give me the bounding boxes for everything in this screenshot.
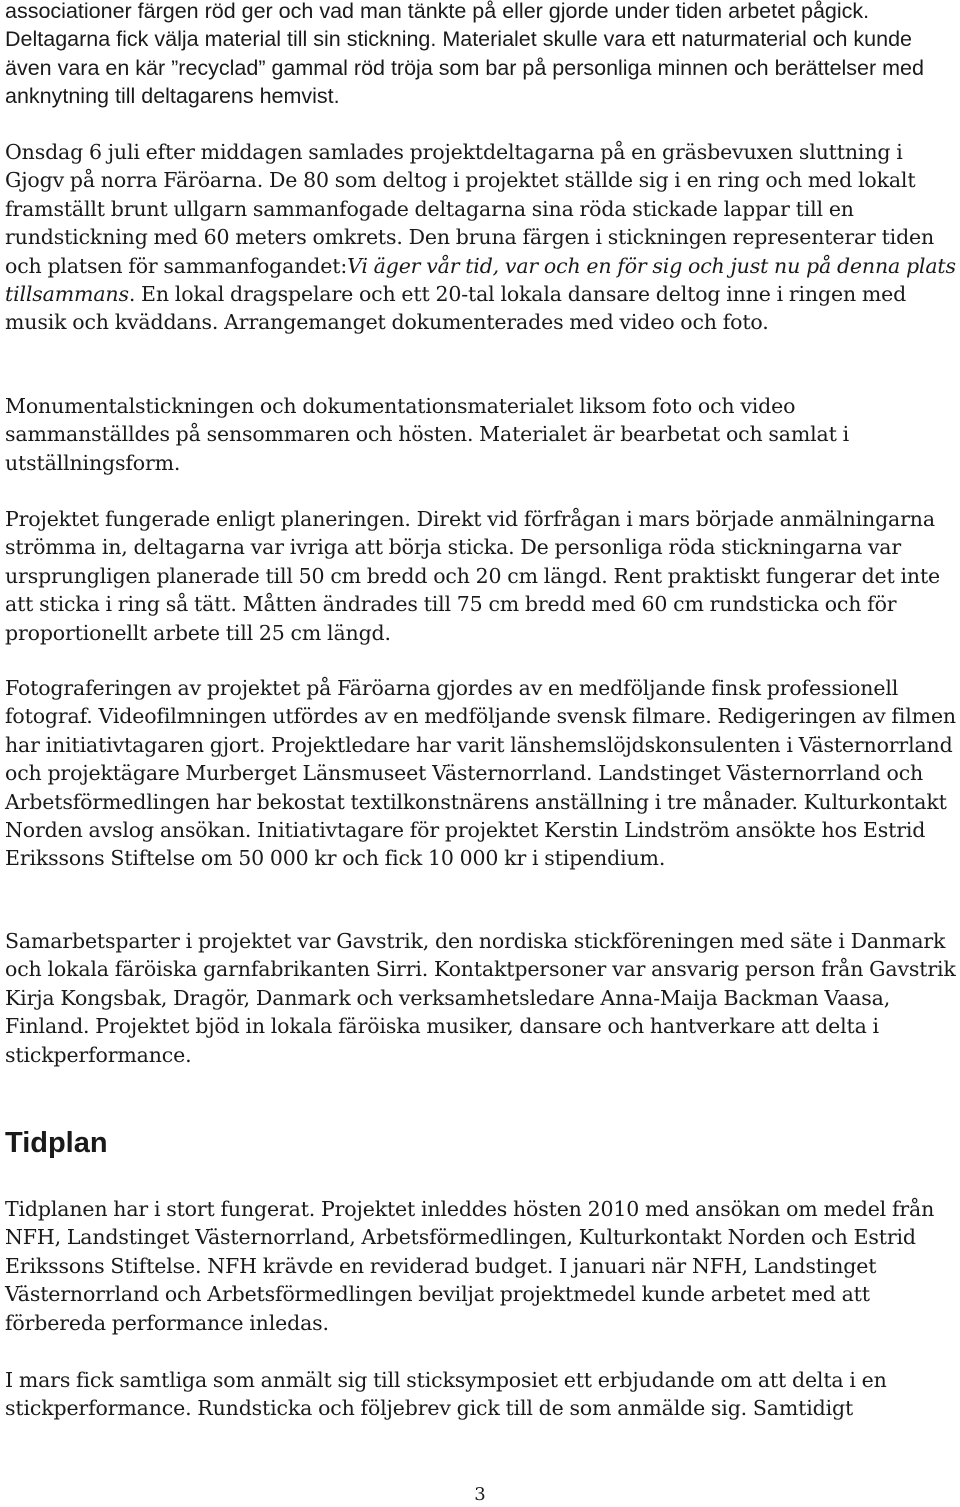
paragraph-onsdag-text: Onsdag 6 juli efter middagen samlades projektdeltagarna på en gräsbevuxen sluttning i Gjogv på norra Färöarna. De 80 som deltog i projektet ställde sig i en ring och med lokalt framställt brunt ullgarn sammanfogade deltagarna sina röda stickade lappar till en rundstickning med 60 meters omkrets. Den bruna färgen i stickningen representerar tiden och platsen för sammanfogandet: [5,140,935,278]
paragraph-samarbetsparter: Samarbetsparter i projektet var Gavstrik, den nordiska stickföreningen med säte i Danmark och lokala färöiska garnfabrikanten Sirri. Kontaktpersoner var ansvarig person från Gavstrik Kirja Kongsbak, Dragör, Danmark och verksamhetsledare Anna-Maija Backman Vaasa, Finland. Projektet bjöd in lokala färöiska musiker, dansare och hantverkare att delta i stickperformance. [5,929,956,1067]
paragraph-fotograferingen: Fotograferingen av projektet på Färöarna gjordes av en medföljande finsk professionell fotograf. Videofilmningen utfördes av en medföljande svensk filmare. Redigeringen av filmen har initiativtagaren gjort. Projektledare har varit länshemslöjdskonsulenten i Västernorrland och projektägare Murberget Länsmuseet Västernorrland. Landstinget Västernorrland och Arbetsförmedlingen har bekostat textilkonstnärens anställning i tre månader. Kulturkontakt Norden avslog ansökan. Initiativtagare för projektet Kerstin Lindström ansökte hos Estrid Erikssons Stiftelse om 50 000 kr och fick 10 000 kr i stipendium. [5,676,956,871]
paragraph-intro-continued: associationer färgen röd ger och vad man tänkte på eller gjorde under tiden arbetet pågick. Deltagarna fick välja material till sin stickning. Materialet skulle vara ett naturmaterial och kunde även vara en kär ”recyclad” gammal röd tröja som bar på personliga minnen och berättelser med anknytning till deltagarens hemvist. [5,0,924,109]
paragraph-i-mars: I mars fick samtliga som anmält sig till sticksymposiet ett erbjudande om att delta i en stickperformance. Rundsticka och följebrev gick till de som anmälde sig. Samtidigt [5,1368,887,1421]
paragraph-onsdag-italic-quote: Vi äger vår tid, var och en för sig och just nu på denna plats tillsammans [5,253,956,307]
paragraph-monumentalstickning: Monumentalstickningen och dokumentationsmaterialet liksom foto och video sammanställdes på sensommaren och hösten. Materialet är bearbetat och samlat i utställningsform. [5,394,849,475]
paragraph-onsdag [5,138,956,337]
paragraph-projektet-fungerade: Projektet fungerade enligt planeringen. Direkt vid förfrågan i mars började anmälningarna strömma in, deltagarna var ivriga att börja sticka. De personliga röda stickningarna var ursprungligen planerade till 50 cm bredd och 20 cm längd. Rent praktiskt fungerar det inte att sticka i ring så tätt. Måtten ändrades till 75 cm bredd med 60 cm rundsticka och för proportionellt arbete till 25 cm längd. [5,507,941,645]
paragraph-tidplan: Tidplanen har i stort fungerat. Projektet inleddes hösten 2010 med ansökan om medel från NFH, Landstinget Västernorrland, Arbetsförmedlingen, Kulturkontakt Norden och Estrid Erikssons Stiftelse. NFH krävde en reviderad budget. I januari när NFH, Landstinget Västernorrland och Arbetsförmedlingen beviljat projektmedel kunde arbetet med att förbereda performance inledas. [5,1197,935,1335]
section-heading-tidplan: Tidplan [5,1127,108,1159]
page-number: 3 [474,1484,486,1505]
paragraph-onsdag-text-end: . En lokal dragspelare och ett 20-tal lokala dansare deltog inne i ringen med musik och kväddans. Arrangemanget dokumenterades med video och foto. [5,282,907,335]
